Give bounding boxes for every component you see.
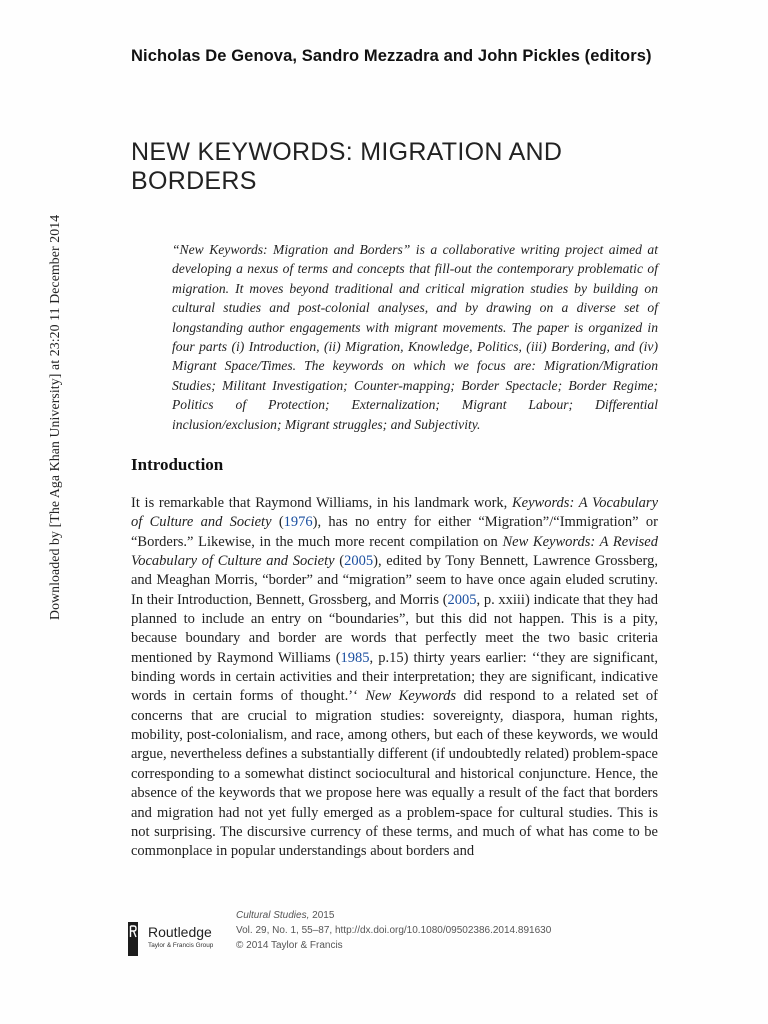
citation-link[interactable]: 1985 [340, 649, 370, 666]
download-note: Downloaded by [The Aga Khan University] at 23:20 11 December 2014 [47, 214, 62, 620]
journal-name: Cultural Studies, [236, 910, 310, 921]
book-title: New Keywords: A Revised Vocabulary of Culture and Society [131, 533, 658, 570]
citation-link[interactable]: 2005 [447, 591, 477, 608]
publisher-group: Taylor & Francis Group [148, 942, 214, 949]
article-title: NEW KEYWORDS: MIGRATION AND BORDERS [131, 138, 563, 195]
publisher-logo [128, 922, 228, 956]
body-text: , p. xxiii) indicate that they had planned to include an entry on “boundaries”, but this did not happen. This is a pity, because boundary and border are words that perfectly meet the two basic criteria mentioned by Raymond Williams ( [131, 591, 658, 666]
routledge-mark-icon [128, 922, 138, 956]
book-title: New Keywords [365, 688, 457, 705]
authors-line: Nicholas De Genova, Sandro Mezzadra and John Pickles (editors) [131, 47, 652, 65]
section-heading: Introduction [131, 455, 224, 474]
body-text: ( [334, 553, 345, 570]
copyright: © 2014 Taylor & Francis [236, 940, 343, 951]
journal-line [236, 908, 551, 923]
publisher-name: Routledge [148, 924, 212, 940]
download-watermark [33, 214, 62, 620]
abstract: “New Keywords: Migration and Borders” is a collaborative writing project aimed at developing a nexus of terms and concepts that fill-out the contemporary problematic of migration. It moves beyond traditional and critical migration studies by building on cultural studies and post-colonial analyses, and by drawing on a diverse set of longstanding author engagements with migrant movements. The paper is organized in four parts (i) Introduction, (ii) Migration, Knowledge, Politics, (iii) Bordering, and (iv) Migrant Space/Times. The keywords on which we focus are: Migration/Migration Studies; Militant Investigation; Counter-mapping; Border Spectacle; Border Regime; Politics of Protection; Externalization; Migrant Labour; Differential inclusion/exclusion; Migrant struggles; and Subjectivity. [172, 242, 658, 432]
body-text: did respond to a related set of concerns that are crucial to migration studies: sovereignty, diaspora, human rights, mobility, post-colonialism, and race, among others, but each of these keywords, we would argue, nevertheless defines a substantially different (if undoubtedly related) problem-space corresponding to a somewhat distinct sociocultural and historical conjuncture. Hence, the absence of the keywords that we propose here was equally a result of the fact that borders and migration had not yet fully emerged as a problem-space for cultural studies. This is not surprising. The discursive currency of these terms, and much of what has come to be commonplace in popular understandings about borders and [131, 688, 659, 860]
journal-year: 2015 [309, 910, 335, 921]
body-text: ), edited by Tony Bennett, Lawrence Grossberg, and Meaghan Morris, “border” and “migration” seem to have once again eluded scrutiny. In their Introduction, Bennett, Grossberg, and Morris ( [131, 553, 658, 608]
volume-doi[interactable]: Vol. 29, No. 1, 55–87, http://dx.doi.org/10.1080/09502386.2014.891630 [236, 925, 552, 936]
citation-link[interactable]: 1976 [283, 514, 313, 531]
book-title: Keywords: A Vocabulary of Culture and Society [131, 495, 659, 531]
citation-link[interactable]: 2005 [344, 553, 374, 570]
body-text: It is remarkable that Raymond Williams, in his landmark work, [131, 495, 512, 511]
body-text: ( [271, 514, 284, 531]
body-text: ), has no entry for either “Migration”/“Immigration” or “Borders.” Likewise, in the much more recent compilation on [131, 514, 658, 550]
body-paragraph [131, 494, 658, 862]
body-text: , p.15) thirty years earlier: ‘‘they are significant, binding words in certain activities and their interpretation; they are significant, indicative words in certain forms of thought.’‘ [131, 649, 658, 705]
citation-footer [236, 908, 551, 953]
